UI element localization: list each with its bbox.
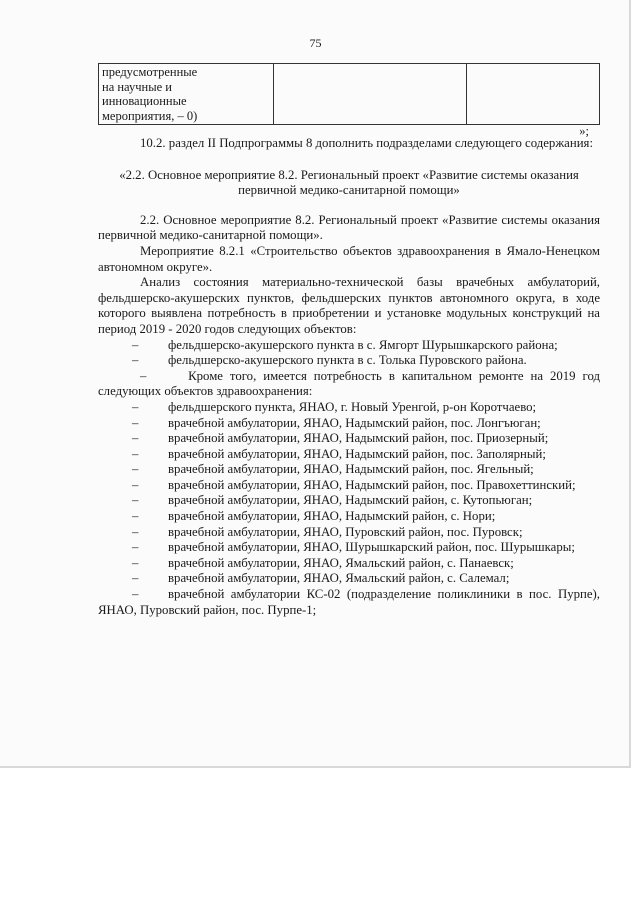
paragraph-repair	[98, 369, 600, 400]
section-heading: «2.2. Основное мероприятие 8.2. Региональный проект «Развитие системы оказания первичной медико-санитарной помощи»	[119, 167, 579, 198]
list-item-text: врачебной амбулатории, ЯНАО, Шурышкарский район, пос. Шурышкары;	[168, 540, 575, 555]
list-item	[98, 447, 600, 463]
list-item	[98, 478, 600, 494]
list-item-text: врачебной амбулатории КС-02 (подразделение поликлиники в пос. Пурпе), ЯНАО, Пуровский район, пос. Пурпе-1;	[98, 587, 600, 617]
list-dash: –	[132, 399, 139, 414]
list-item	[98, 571, 600, 587]
table-cell-empty	[467, 64, 600, 125]
list-dash: –	[132, 337, 139, 352]
list-item-text: врачебной амбулатории, ЯНАО, Надымский район, пос. Приозерный;	[168, 431, 549, 446]
list-repair	[98, 400, 600, 618]
cell-line: предусмотренные	[102, 65, 198, 79]
table-row	[99, 64, 600, 125]
list-dash: –	[132, 415, 139, 430]
paragraph-2-2: 2.2. Основное мероприятие 8.2. Региональный проект «Развитие системы оказания первичной медико-санитарной помощи».	[98, 212, 600, 243]
table-fragment	[98, 63, 600, 125]
list-item	[98, 556, 600, 572]
list-dash: –	[132, 462, 139, 477]
list-item	[98, 338, 600, 354]
cell-line: инновационные	[102, 94, 187, 108]
list-dash: –	[132, 587, 139, 602]
list-dash: –	[132, 477, 139, 492]
list-dash: –	[132, 571, 139, 586]
closing-quote-mark: »;	[579, 124, 589, 138]
list-item-text: врачебной амбулатории, ЯНАО, Надымский район, с. Кутопьюган;	[168, 493, 533, 508]
list-dash: –	[132, 555, 139, 570]
list-item-text: фельдшерско-акушерского пункта в с. Ямгорт Шурышкарского района;	[168, 337, 558, 352]
list-item	[98, 416, 600, 432]
paragraph-8-2-1: Мероприятие 8.2.1 «Строительство объектов здравоохранения в Ямало-Ненецком автономном округе».	[98, 243, 600, 274]
list-item	[98, 431, 600, 447]
list-dash: –	[132, 509, 139, 524]
list-item-text: врачебной амбулатории, ЯНАО, Ямальский район, с. Панаевск;	[168, 555, 514, 570]
list-dash: –	[132, 540, 139, 555]
table-cell-empty	[274, 64, 467, 125]
list-item-text: фельдшерского пункта, ЯНАО, г. Новый Уренгой, р-он Коротчаево;	[168, 399, 537, 414]
list-item-text: врачебной амбулатории, ЯНАО, Надымский район, пос. Лонгъюган;	[168, 415, 541, 430]
list-dash: –	[132, 431, 139, 446]
paragraph-10-2: 10.2. раздел II Подпрограммы 8 дополнить подразделами следующего содержания:	[140, 136, 593, 150]
list-dash: –	[140, 368, 147, 383]
cell-line: мероприятия, – 0)	[102, 108, 198, 123]
list-item-text: врачебной амбулатории, ЯНАО, Надымский район, пос. Правохеттинский;	[168, 477, 576, 492]
list-item	[98, 493, 600, 509]
list-item	[98, 462, 600, 478]
list-item	[98, 353, 600, 369]
list-dash: –	[132, 524, 139, 539]
paragraph-analysis: Анализ состояния материально-технической базы врачебных амбулаторий, фельдшерско-акушерских пунктов, фельдшерских пунктов автономного округа, в ходе которого выявлена потребность в приобретении и установке модульных конструкций на период 2019 - 2020 годов следующих объектов:	[98, 275, 600, 336]
cell-line: на научные и	[102, 79, 172, 94]
list-item	[98, 509, 600, 525]
list-dash: –	[132, 353, 139, 368]
list-item	[98, 400, 600, 416]
list-modular	[98, 338, 600, 369]
table-cell-description	[99, 64, 274, 125]
paragraph-repair-text: Кроме того, имеется потребность в капитальном ремонте на 2019 год следующих объектов здравоохранения:	[98, 368, 600, 399]
list-dash: –	[132, 446, 139, 461]
document-body	[98, 136, 600, 618]
list-item-text: фельдшерско-акушерского пункта в с. Толька Пуровского района.	[168, 353, 527, 368]
list-item	[98, 540, 600, 556]
list-item-text: врачебной амбулатории, ЯНАО, Надымский район, пос. Ягельный;	[168, 462, 534, 477]
list-item-text: врачебной амбулатории, ЯНАО, Пуровский район, пос. Пуровск;	[168, 524, 523, 539]
list-item-text: врачебной амбулатории, ЯНАО, Ямальский район, с. Салемал;	[168, 571, 510, 586]
list-item	[98, 587, 600, 618]
list-item	[98, 525, 600, 541]
page-number: 75	[309, 36, 322, 50]
list-item-text: врачебной амбулатории, ЯНАО, Надымский район, пос. Заполярный;	[168, 446, 546, 461]
list-item-text: врачебной амбулатории, ЯНАО, Надымский район, с. Нори;	[168, 509, 496, 524]
list-dash: –	[132, 493, 139, 508]
